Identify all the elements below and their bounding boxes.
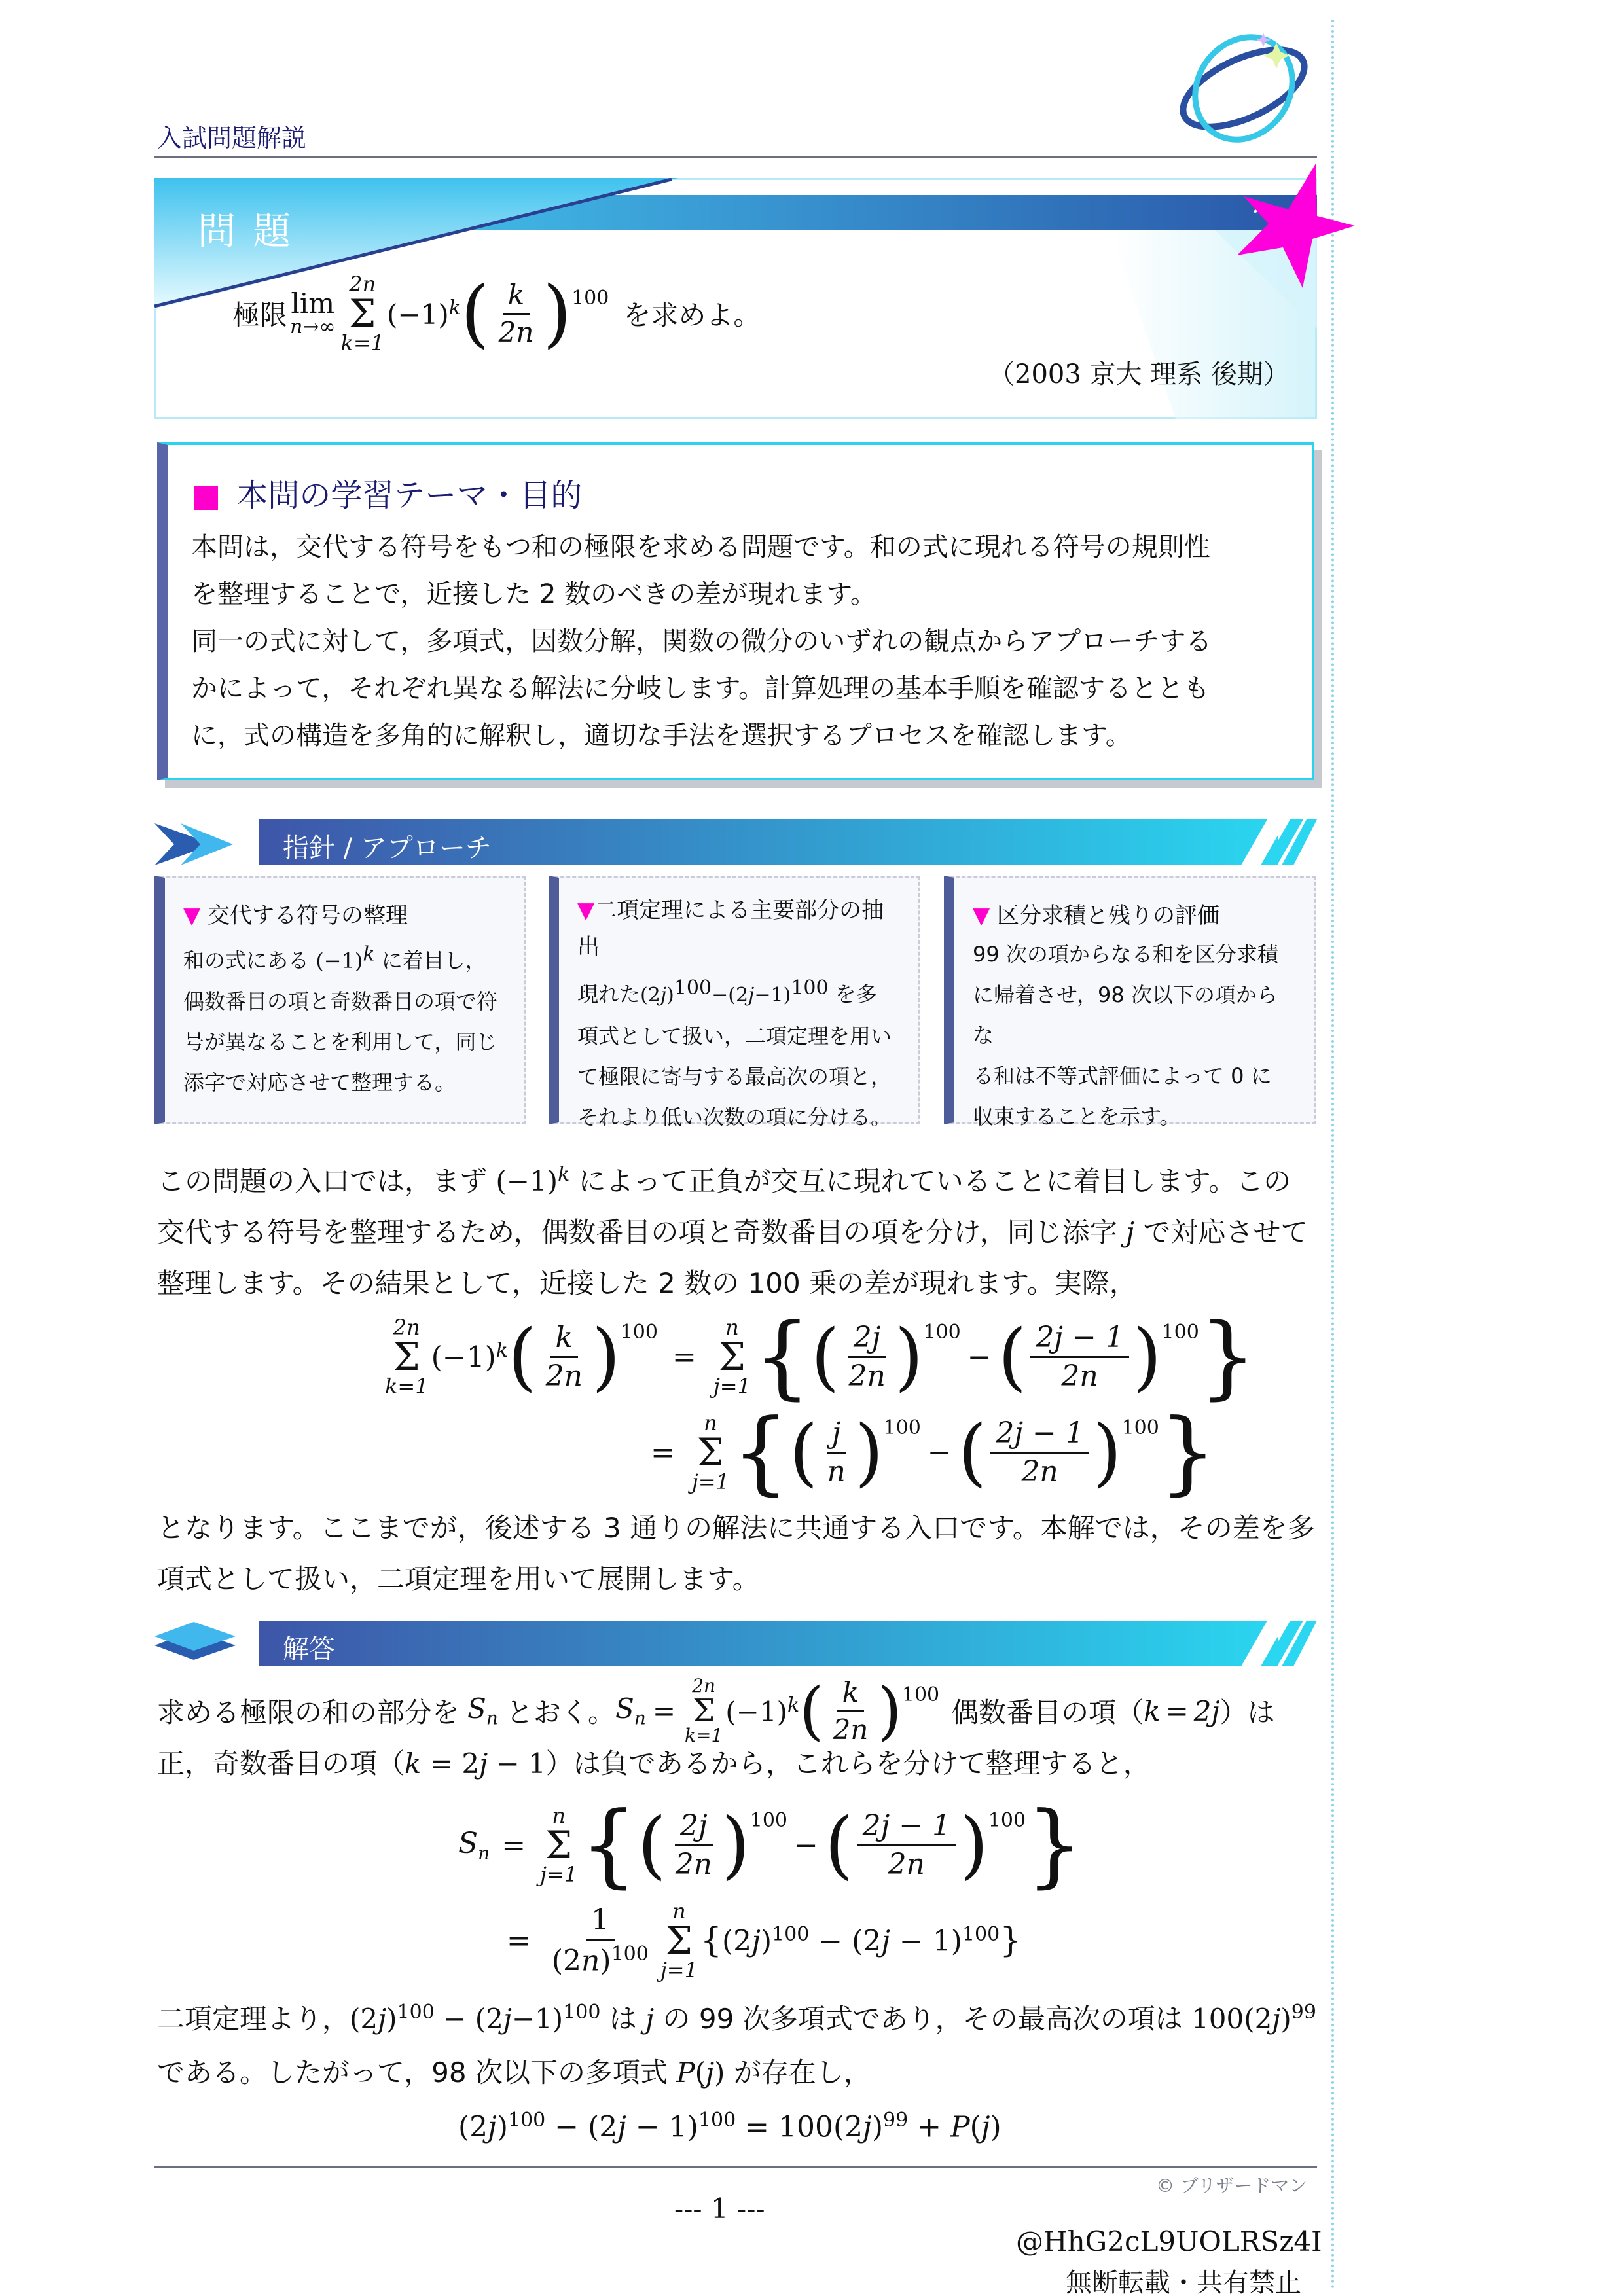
body-text: とおく。 (505, 1696, 616, 1729)
body-text: によって正負が交互に現れていることに着目します。この (578, 1165, 1291, 1197)
header-rule (154, 156, 1317, 158)
triangle-down-icon: ▼ (973, 903, 990, 929)
theme-line: に，式の構造を多角的に解釈し，適切な手法を選択するプロセスを確認します。 (191, 721, 1132, 751)
theme-line: かによって，それぞれ異なる解法に分岐します。計算処理の基本手順を確認するととも (191, 673, 1210, 704)
answer-line-3: 二項定理より，$(2j)^{100} - (2j-1)^{100}$ は j の 99 次多項式であり，その最高次の項は $100(2j)^{99}$ (157, 2001, 1316, 2035)
body-text: この問題の入口では，まず (157, 1165, 488, 1197)
body-text: 項式として扱い，二項定理を用いて展開します。 (157, 1563, 760, 1595)
problem-source: （2003 京大 理系 後期） (988, 359, 1290, 389)
card-text: 偶数番目の項と奇数番目の項で符 (183, 988, 498, 1014)
card-text: を多 (835, 982, 877, 1007)
body-text: である。したがって，98 次以下の多項式 (157, 2056, 668, 2089)
theme-line: 同一の式に対して，多項式，因数分解，関数の微分のいずれの観点からアプローチする (191, 626, 1212, 656)
card-text: る和は不等式評価によって 0 に (973, 1064, 1272, 1088)
problem-statement (232, 271, 761, 356)
card-title: 二項定理による主要部分の抽 (594, 897, 884, 924)
margin-rule (1331, 20, 1334, 2291)
theme-title-text: 本問の学習テーマ・目的 (236, 477, 583, 514)
body-text: ）は負であるから，これらを分けて整理すると， (545, 1748, 1151, 1780)
body-text: で対応させて (1143, 1216, 1308, 1248)
intro-after (157, 1503, 1329, 1605)
theme-line: を整理することで，近接した 2 数のべきの差が現れます。 (191, 579, 876, 609)
body-text: 正，奇数番目の項（ (157, 1748, 405, 1780)
answer-title: 解答 (283, 1634, 335, 1664)
answer-line-4: である。したがって，98 次以下の多項式 P(j) が存在し， (157, 2056, 871, 2089)
theme-marker-icon: ■ (191, 477, 221, 514)
body-text: 偶数番目の項（ (951, 1696, 1144, 1729)
card-text: 現れた (577, 982, 641, 1007)
card-title: 出 (577, 934, 600, 960)
card-title: 交代する符号の整理 (207, 903, 408, 929)
star-icon (1224, 164, 1355, 295)
body-text: が存在し， (733, 2056, 871, 2089)
equation-2: = n Σ j=1 { ( $\frac{j}{n}$ ) $^{100}$ − ( $\frac{2j - 1}{2n}$ ) $^{100}$ } (651, 1399, 1217, 1505)
card-text: 号が異なることを利用して，同じ (183, 1029, 497, 1054)
logo-orbit-icon (1165, 26, 1322, 151)
approach-card-1: ▼ 交代する符号の整理 和の式にある $(-1)^k$ に着目し， 偶数番目の項と奇数番目の項で符 号が異なることを利用して，同じ 添字で対応させて整理する。 (154, 876, 526, 1124)
body-text: 整理します。その結果として，近接した 2 数の 100 乗の差が現れます。実際， (157, 1267, 1137, 1299)
statement-formula: lim n→∞ 2n Σ k=1 $(-1)^k$ ( $\frac{k}{2n}$ ) $^{100}$ (290, 271, 609, 356)
card-text: 項式として扱い，二項定理を用い (577, 1024, 892, 1049)
equation-4: = $\frac{1}{(2n)^{100}}$ n Σ j=1 { $(2j)^{100} - (2j - 1)^{100}$ } (507, 1899, 1022, 1982)
card-text: に帰着させ，98 次以下の項からな (973, 982, 1278, 1048)
body-text: 二項定理より， (157, 2003, 350, 2035)
body-text: ）は (1219, 1696, 1275, 1729)
equation-5: $(2j)^{100} - (2j - 1)^{100} = 100(2j)^{99} + P(j)$ (458, 2109, 1001, 2144)
section-label: 入試問題解説 (157, 124, 307, 152)
triangle-down-icon: ▼ (577, 897, 595, 924)
answer-line-1: 求める極限の和の部分を $S_n$ とおく。 $S_n$ = 2n Σ k=1 $(-1)^k$ ( $\frac{k}{2n}$ ) $^{100}$ 偶数番目の項（ k = 2j ）は (157, 1674, 1275, 1748)
theme-title (191, 470, 582, 515)
theme-line: 本問は，交代する符号をもつ和の極限を求める問題です。和の式に現れる符号の規則性 (191, 532, 1210, 562)
statement-prefix: 極限 (232, 299, 288, 331)
approach-title: 指針 / アプローチ (283, 833, 492, 863)
card-text: に着目し， (381, 948, 486, 973)
page-number: --- 1 --- (674, 2193, 765, 2225)
intro-paragraph: この問題の入口では，まず $(-1)^k$ によって正負が交互に現れていることに着目します。この 交代する符号を整理するため，偶数番目の項と奇数番目の項を分け，同じ添字 j で対応させて 整理します。その結果として，近接した 2 数の 100 乗の差が現れます。実際， (157, 1149, 1329, 1309)
card-text: それより低い次数の項に分ける。 (577, 1105, 892, 1130)
footer-rule (154, 2166, 1317, 2168)
theme-body (191, 524, 1304, 759)
answer-line-2: 正，奇数番目の項（k = 2j − 1）は負であるから，これらを分けて整理すると， (157, 1748, 1151, 1780)
approach-card-3 (944, 876, 1316, 1129)
card-title: 区分求積と残りの評価 (996, 903, 1219, 929)
equation-3: $S_n$ = n Σ j=1 { ( $\frac{2j}{2n}$ ) $^{100}$ − ( $\frac{2j - 1}{2n}$ ) $^{100}$ } (458, 1792, 1083, 1897)
card-text: 和の式にある (183, 948, 310, 973)
body-text: の 99 次多項式であり，その最高次の項は (662, 2003, 1183, 2035)
copyright: © ブリザードマン (1156, 2175, 1308, 2197)
card-text: て極限に寄与する最高次の項と， (577, 1064, 892, 1089)
card-text: 収束することを示す。 (973, 1104, 1181, 1129)
statement-suffix: を求めよ。 (623, 299, 761, 331)
body-text: となります。ここまでが，後述する 3 通りの解法に共通する入口です。本解では，その差を多 (157, 1512, 1315, 1544)
equation-1: 2n Σ k=1 $(-1)^k$ ( $\frac{k}{2n}$ ) $^{100}$ = n Σ j=1 { ( $\frac{2j}{2n}$ ) $^{100}$ − ( $\frac{2j - 1}{2n}$ ) $^{100}$ } (385, 1304, 1257, 1409)
body-text: 求める極限の和の部分を (157, 1696, 460, 1729)
card-text: 99 次の項からなる和を区分求積 (973, 942, 1278, 967)
footer-notice: 無断転載・共有禁止 (1066, 2268, 1301, 2296)
body-text: 交代する符号を整理するため，偶数番目の項と奇数番目の項を分け，同じ添字 (157, 1216, 1117, 1248)
problem-title: 問 題 (198, 209, 294, 253)
footer-id: @HhG2cL9UOLRSz4I (1016, 2225, 1322, 2257)
triangle-down-icon: ▼ (183, 903, 201, 929)
card-text: 添字で対応させて整理する。 (183, 1069, 456, 1095)
approach-card-2: ▼二項定理による主要部分の抽 出 現れた$(2j)^{100}-(2j-1)^{100}$ を多 項式として扱い，二項定理を用い て極限に寄与する最高次の項と， それより低い次数の項に分ける。 (549, 876, 920, 1124)
body-text: は (609, 2003, 637, 2035)
